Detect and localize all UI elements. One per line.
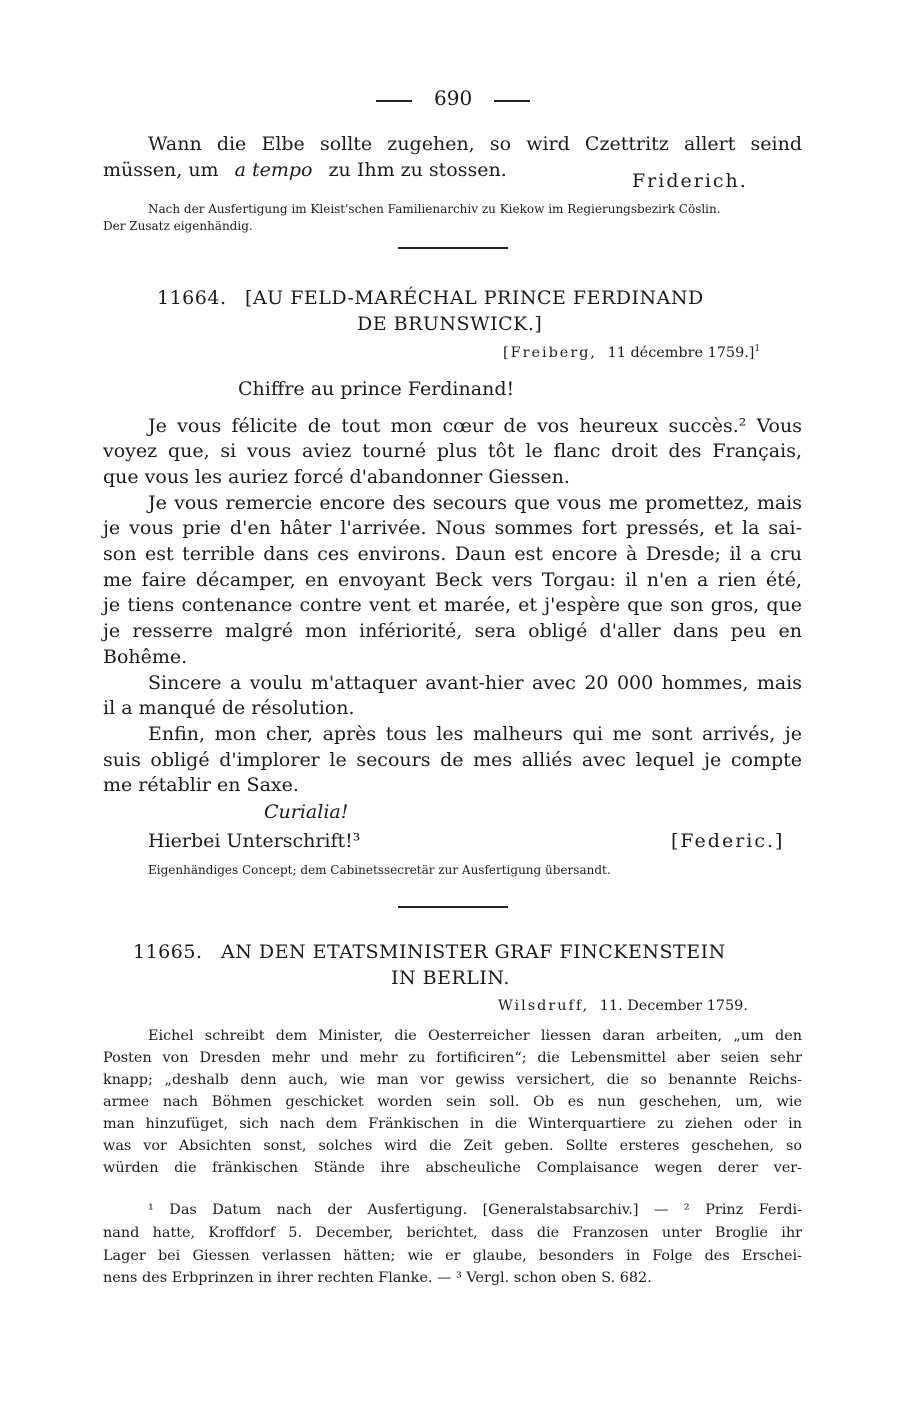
date-footnote-mark: 1 bbox=[754, 344, 761, 354]
body-line: man hinzufüget, sich nach dem Fränkischen in die Winterquartiere zu ziehen oder in bbox=[103, 1116, 802, 1132]
prev-letter-source-note-2: Der Zusatz eigenhändig. bbox=[103, 219, 253, 233]
letter-place: Wilsdruff, bbox=[498, 998, 590, 1014]
letter-title-line1: AN DEN ETATSMINISTER GRAF FINCKENSTEIN bbox=[221, 941, 726, 963]
letter-number: 11664. bbox=[157, 287, 227, 309]
letter-dateline bbox=[503, 344, 760, 361]
body-line: was vor Absichten sonst, solches wird die Zeit geben. Sollte ersteres geschehen, so bbox=[103, 1138, 802, 1154]
body-line: Posten von Dresden mehr und mehr zu fortificiren“; die Lebensmittel aber seien sehr bbox=[103, 1050, 802, 1066]
header-dash-left bbox=[376, 100, 412, 102]
letter-date: 11 décembre 1759.] bbox=[607, 344, 755, 361]
prev-letter-line2-start: müssen, um bbox=[103, 159, 219, 181]
body-line: Sincere a voulu m'attaquer avant-hier avec 20 000 hommes, mais bbox=[148, 672, 802, 694]
body-line: Je vous remercie encore des secours que vous me promettez, mais bbox=[148, 492, 802, 514]
section-divider bbox=[398, 247, 508, 249]
prev-letter-source-note: Nach der Ausfertigung im Kleist'schen Familienarchiv zu Kiekow im Regierungsbezirk Cöslin. bbox=[148, 202, 721, 216]
letter-title-line2: IN BERLIN. bbox=[391, 967, 510, 989]
letter-signature: [Federic.] bbox=[671, 830, 785, 852]
letter-title bbox=[133, 941, 726, 963]
body-line: je vous prie d'en hâter l'arrivée. Nous sommes fort pressés, et la sai- bbox=[103, 517, 802, 539]
body-line: voyez que, si vous aviez tourné plus tôt le flanc droit des Français, bbox=[103, 440, 802, 462]
prev-letter-line2-end: zu Ihm zu stossen. bbox=[328, 159, 507, 181]
letter-title-line2: DE BRUNSWICK.] bbox=[357, 313, 543, 335]
body-line: son est terrible dans ces environs. Daun est encore à Dresde; il a cru bbox=[103, 543, 802, 565]
page-number: 690 bbox=[434, 86, 473, 110]
prev-letter-signature: Friderich. bbox=[632, 170, 748, 192]
letter-source-note: Eigenhändiges Concept; dem Cabinetssecretär zur Ausfertigung übersandt. bbox=[148, 863, 611, 877]
body-line: il a manqué de résolution. bbox=[103, 697, 355, 719]
letter-date: 11. December 1759. bbox=[599, 998, 748, 1014]
prev-letter-italic: a tempo bbox=[234, 159, 313, 181]
footnote-line: Lager bei Giessen verlassen hätten; wie er glaube, besonders in Folge des Erschei- bbox=[103, 1248, 802, 1264]
section-divider bbox=[398, 906, 508, 908]
letter-dateline bbox=[498, 998, 748, 1014]
letter-place: [Freiberg, bbox=[503, 344, 597, 361]
footnote-line: nand hatte, Kroffdorf 5. December, berichtet, dass die Franzosen unter Broglie ihr bbox=[103, 1225, 802, 1241]
body-line: knapp; „deshalb denn auch, wie man vor gewiss versichert, die so benannte Reichs- bbox=[103, 1072, 802, 1088]
letter-title bbox=[157, 287, 704, 309]
body-line: je tiens contenance contre vent et marée, et j'espère que son gros, que bbox=[103, 594, 802, 616]
body-line: que vous les auriez forcé d'abandonner Giessen. bbox=[103, 466, 570, 488]
body-line: Eichel schreibt dem Minister, die Oesterreicher liessen daran arbeiten, „um den bbox=[148, 1028, 802, 1044]
prev-letter-line2 bbox=[103, 159, 507, 181]
body-line: Bohême. bbox=[103, 646, 188, 668]
body-line: Enfin, mon cher, après tous les malheurs qui me sont arrivés, je bbox=[148, 723, 802, 745]
body-line: me rétablir en Saxe. bbox=[103, 774, 299, 796]
body-line: armee nach Böhmen geschicket worden sein soll. Ob es nun geschehen, um, wie bbox=[103, 1094, 802, 1110]
body-line: suis obligé d'implorer le secours de mes alliés avec lequel je compte bbox=[103, 749, 802, 771]
body-line: me faire décamper, en envoyant Beck vers Torgau: il n'en a rien été, bbox=[103, 569, 802, 591]
letter-number: 11665. bbox=[133, 941, 203, 963]
footnote-line: nens des Erbprinzen in ihrer rechten Flanke. — ³ Vergl. schon oben S. 682. bbox=[103, 1270, 652, 1286]
footnote-line: ¹ Das Datum nach der Ausfertigung. [Generalstabsarchiv.] — ² Prinz Ferdi- bbox=[148, 1202, 802, 1218]
body-line: würden die fränkischen Stände ihre abscheuliche Complaisance wegen derer ver- bbox=[103, 1160, 802, 1176]
letter-title-line1: [AU FELD-MARÉCHAL PRINCE FERDINAND bbox=[245, 287, 704, 309]
prev-letter-line1: Wann die Elbe sollte zugehen, so wird Czettritz allert seind bbox=[148, 133, 802, 155]
header-dash-right bbox=[494, 100, 530, 102]
body-line: Je vous félicite de tout mon cœur de vos heureux succès.² Vous bbox=[148, 415, 802, 437]
body-line: je resserre malgré mon infériorité, sera obligé d'aller dans peu en bbox=[103, 620, 802, 642]
letter-salutation: Chiffre au prince Ferdinand! bbox=[238, 378, 515, 400]
signature-note: Hierbei Unterschrift!³ bbox=[148, 830, 361, 852]
curialia: Curialia! bbox=[264, 801, 349, 823]
